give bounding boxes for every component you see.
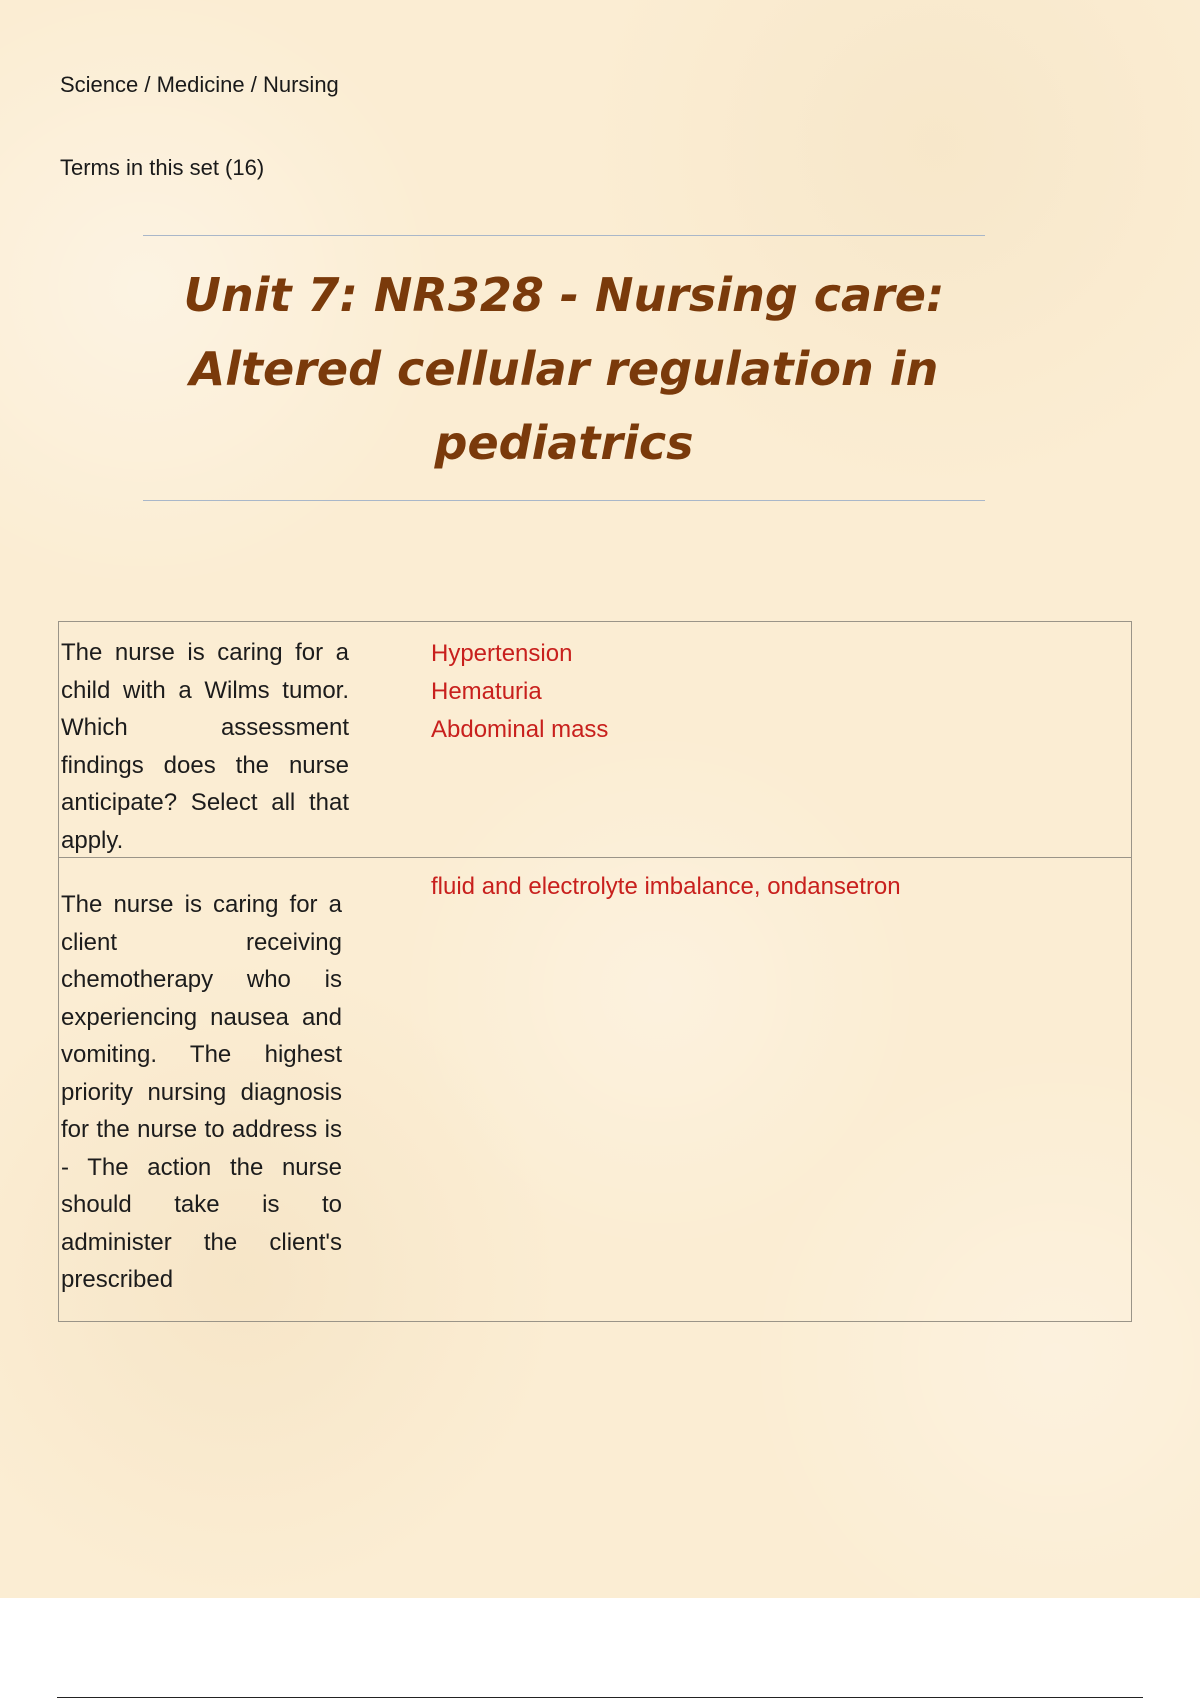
terms-count: Terms in this set (16) xyxy=(60,155,265,180)
title-bottom-divider xyxy=(143,500,985,501)
card-definition xyxy=(431,622,608,857)
definition-item: fluid and electrolyte imbalance, ondansetron xyxy=(431,873,901,900)
flashcard-row xyxy=(59,622,1131,858)
page-title xyxy=(143,258,985,480)
flashcard-table xyxy=(58,621,1132,1322)
title-top-divider xyxy=(143,235,985,236)
definition-item: Abdominal mass xyxy=(431,716,609,743)
definition-item: Hematuria xyxy=(431,678,542,705)
card-term: The nurse is caring for a client receiving chemotherapy who is experiencing nausea and vomiting. The highest priority nursing diagnosis for the nurse to address is - The action the nurse should take is to administer the client's prescribed xyxy=(61,891,342,1293)
footer-divider xyxy=(57,1697,1143,1698)
card-term: The nurse is caring for a child with a Wilms tumor. Which assessment findings does the nurse anticipate? Select all that apply. xyxy=(61,639,349,854)
title-line-3: pediatrics xyxy=(434,416,694,470)
card-definition xyxy=(431,858,901,1321)
title-line-2: Altered cellular regulation in xyxy=(189,342,939,396)
title-line-1: Unit 7: NR328 - Nursing care: xyxy=(183,268,945,322)
definition-item: Hypertension xyxy=(431,640,573,667)
flashcard-row xyxy=(59,858,1131,1321)
breadcrumb: Science / Medicine / Nursing xyxy=(60,72,339,97)
